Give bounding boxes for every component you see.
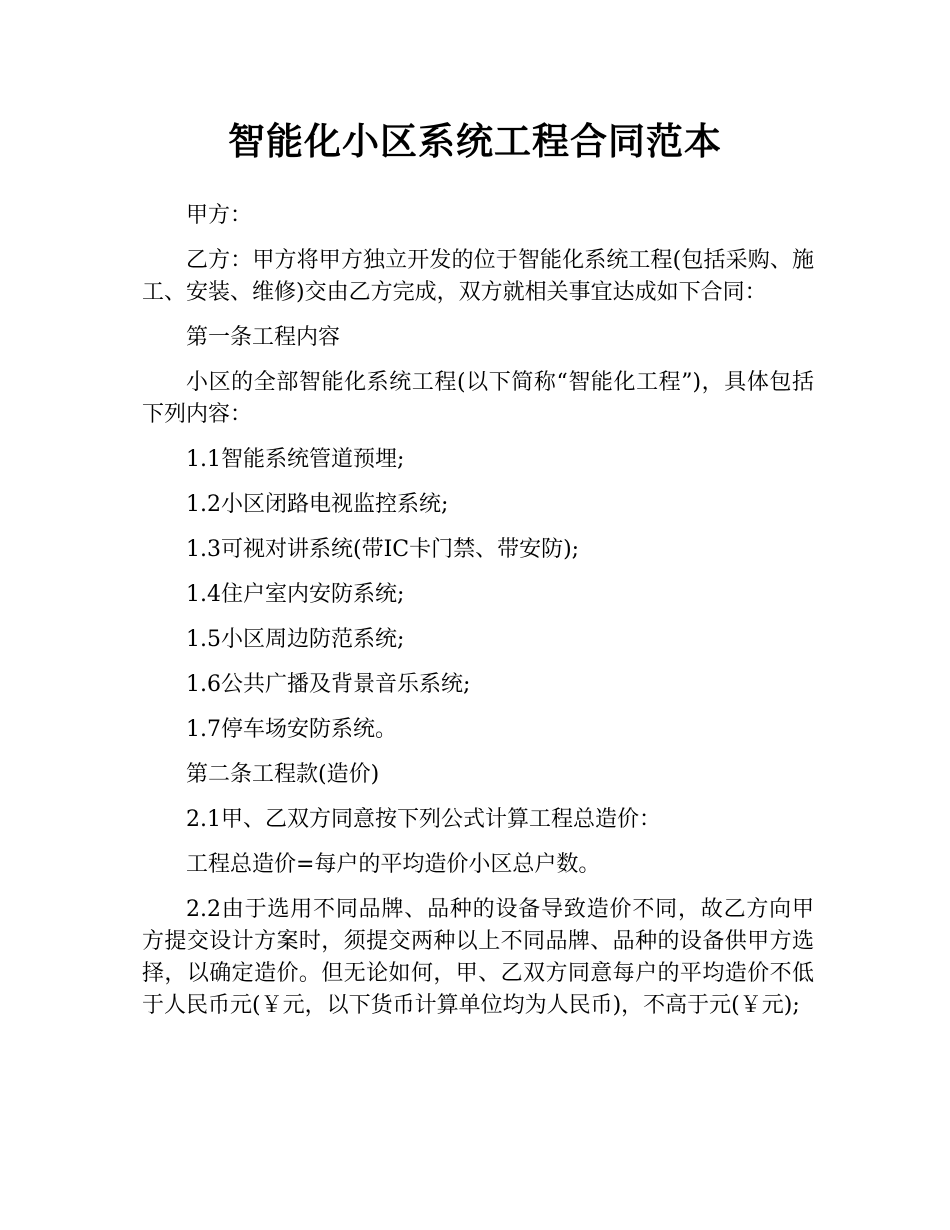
party-a-line: 甲方：	[186, 203, 253, 228]
item-1-2: 1.2小区闭路电视监控系统;	[186, 492, 449, 517]
party-b-intro: 乙方：甲方将甲方独立开发的位于智能化系统工程(包括采购、施工、安装、维修)交由乙方完成，双方就相关事宜达成如下合同：	[142, 248, 814, 305]
item-1-1: 1.1智能系统管道预埋;	[186, 447, 405, 472]
article-1-intro: 小区的全部智能化系统工程(以下简称“智能化工程”)，具体包括下列内容：	[142, 370, 814, 427]
item-1-3: 1.3可视对讲系统(带IC卡门禁、带安防);	[186, 537, 580, 562]
price-formula: 工程总造价=每户的平均造价小区总户数。	[186, 852, 601, 877]
item-1-6: 1.6公共广播及背景音乐系统;	[186, 672, 471, 697]
clause-2-2: 2.2由于选用不同品牌、品种的设备导致造价不同，故乙方向甲方提交设计方案时，须提交两种以上不同品牌、品种的设备供甲方选择，以确定造价。但无论如何，甲、乙双方同意每户的平均造价不低于人民币元(￥元，以下货币计算单位均为人民币)，不高于元(￥元);	[142, 897, 814, 1018]
clause-2-1: 2.1甲、乙双方同意按下列公式计算工程总造价：	[186, 807, 661, 832]
document-body	[142, 200, 814, 1035]
article-1-heading: 第一条工程内容	[186, 325, 341, 350]
article-2-heading: 第二条工程款(造价)	[186, 762, 380, 787]
item-1-5: 1.5小区周边防范系统;	[186, 627, 405, 652]
document-title: 智能化小区系统工程合同范本	[228, 120, 722, 163]
item-1-4: 1.4住户室内安防系统;	[186, 582, 405, 607]
item-1-7: 1.7停车场安防系统。	[186, 717, 397, 742]
